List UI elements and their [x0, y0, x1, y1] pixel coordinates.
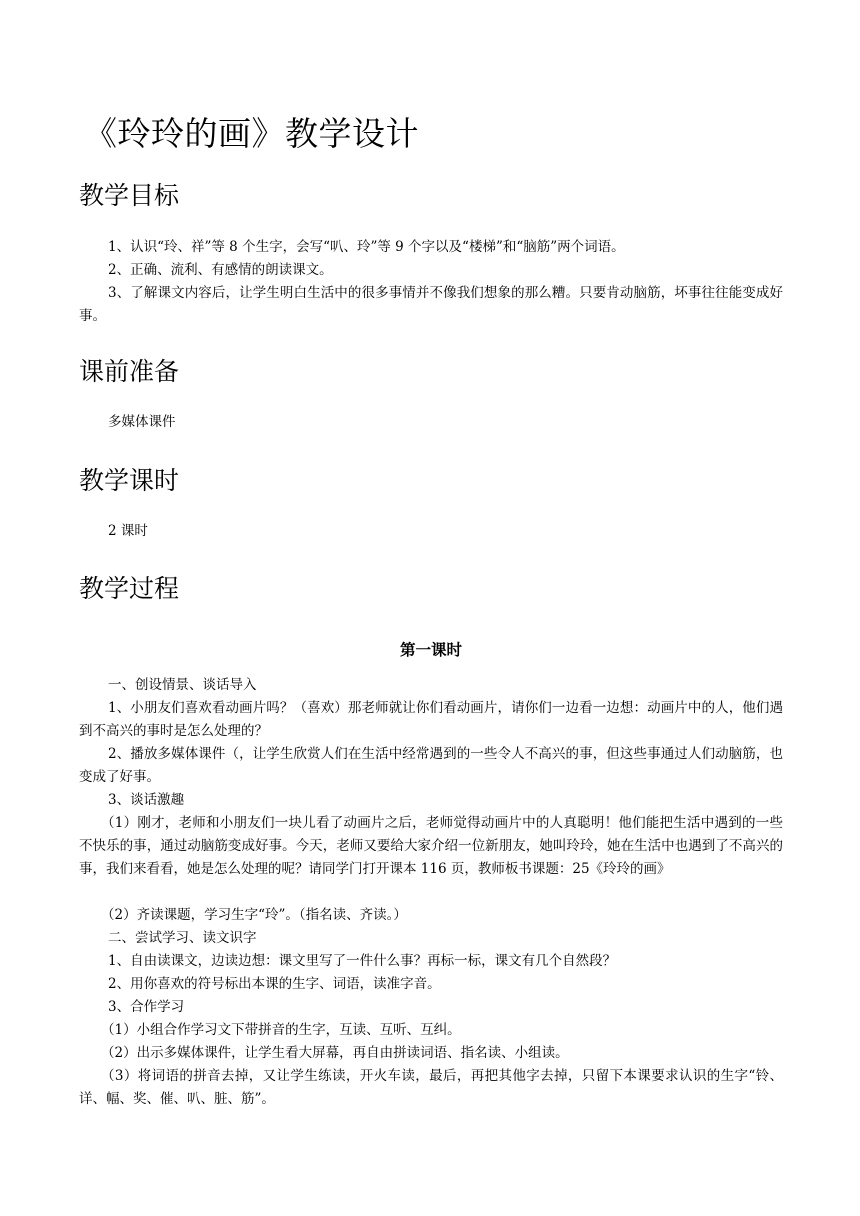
process-line: 2、用你喜欢的符号标出本课的生字、词语，读准字音。 — [108, 976, 441, 992]
process-line: 1、小朋友们喜欢看动画片吗？（喜欢）那老师就让你们看动画片，请你们一边看一边想：动画片中的人，他们遇到不高兴的事时是怎么处理的？ — [79, 700, 783, 739]
process-line: （2）出示多媒体课件，让学生看大屏幕，再自由拼读词语、指名读、小组读。 — [101, 1045, 569, 1061]
process-line: 2、播放多媒体课件（，让学生欣赏人们在生活中经常遇到的一些令人不高兴的事，但这些事通过人们动脑筋，也变成了好事。 — [79, 746, 783, 785]
heading-hours: 教学课时 — [79, 466, 180, 495]
process-line: （2）齐读课题，学习生字“玲”。（指名读、齐读。） — [101, 907, 407, 923]
process-line: 一、创设情景、谈话导入 — [108, 677, 257, 693]
hours-text: 2 课时 — [108, 523, 148, 539]
goal-item-2: 2、正确、流利、有感情的朗读课文。 — [108, 262, 333, 278]
process-line: 二、尝试学习、读文识字 — [108, 930, 257, 946]
process-line: 3、谈话激趣 — [108, 792, 185, 808]
process-line: 3、合作学习 — [108, 999, 185, 1015]
heading-prep: 课前准备 — [79, 357, 180, 386]
prep-text: 多媒体课件 — [108, 414, 176, 430]
lesson-one-heading: 第一课时 — [399, 641, 462, 659]
process-line: （1）小组合作学习文下带拼音的生字，互读、互听、互纠。 — [101, 1022, 461, 1038]
heading-process: 教学过程 — [79, 574, 180, 603]
document-title: 《玲玲的画》教学设计 — [84, 114, 419, 153]
goal-item-1: 1、认识“玲、祥”等 8 个生字，会写“叭、玲”等 9 个字以及“楼梯”和“脑筋”两个词语。 — [108, 239, 625, 255]
heading-goals: 教学目标 — [79, 181, 180, 210]
goal-item-3: 3、了解课文内容后，让学生明白生活中的很多事情并不像我们想象的那么糟。只要肯动脑筋，坏事往往能变成好事。 — [79, 285, 783, 324]
process-line: 1、自由读课文，边读边想：课文里写了一件什么事？再标一标，课文有几个自然段？ — [108, 953, 617, 969]
process-line: （3）将词语的拼音去掉，又让学生练读，开火车读，最后，再把其他字去掉，只留下本课要求认识的生字“铃、详、幅、奖、催、叭、脏、筋”。 — [79, 1068, 783, 1107]
process-line: （1）刚才，老师和小朋友们一块儿看了动画片之后，老师觉得动画片中的人真聪明！他们能把生活中遇到的一些不快乐的事，通过动脑筋变成好事。今天，老师又要给大家介绍一位新朋友，她叫玲玲，她在生活中也遇到了不高兴的事，我们来看看，她是怎么处理的呢？请同学门打开课本 116 页，教师板书课题：25《玲玲的画》 — [79, 815, 783, 877]
